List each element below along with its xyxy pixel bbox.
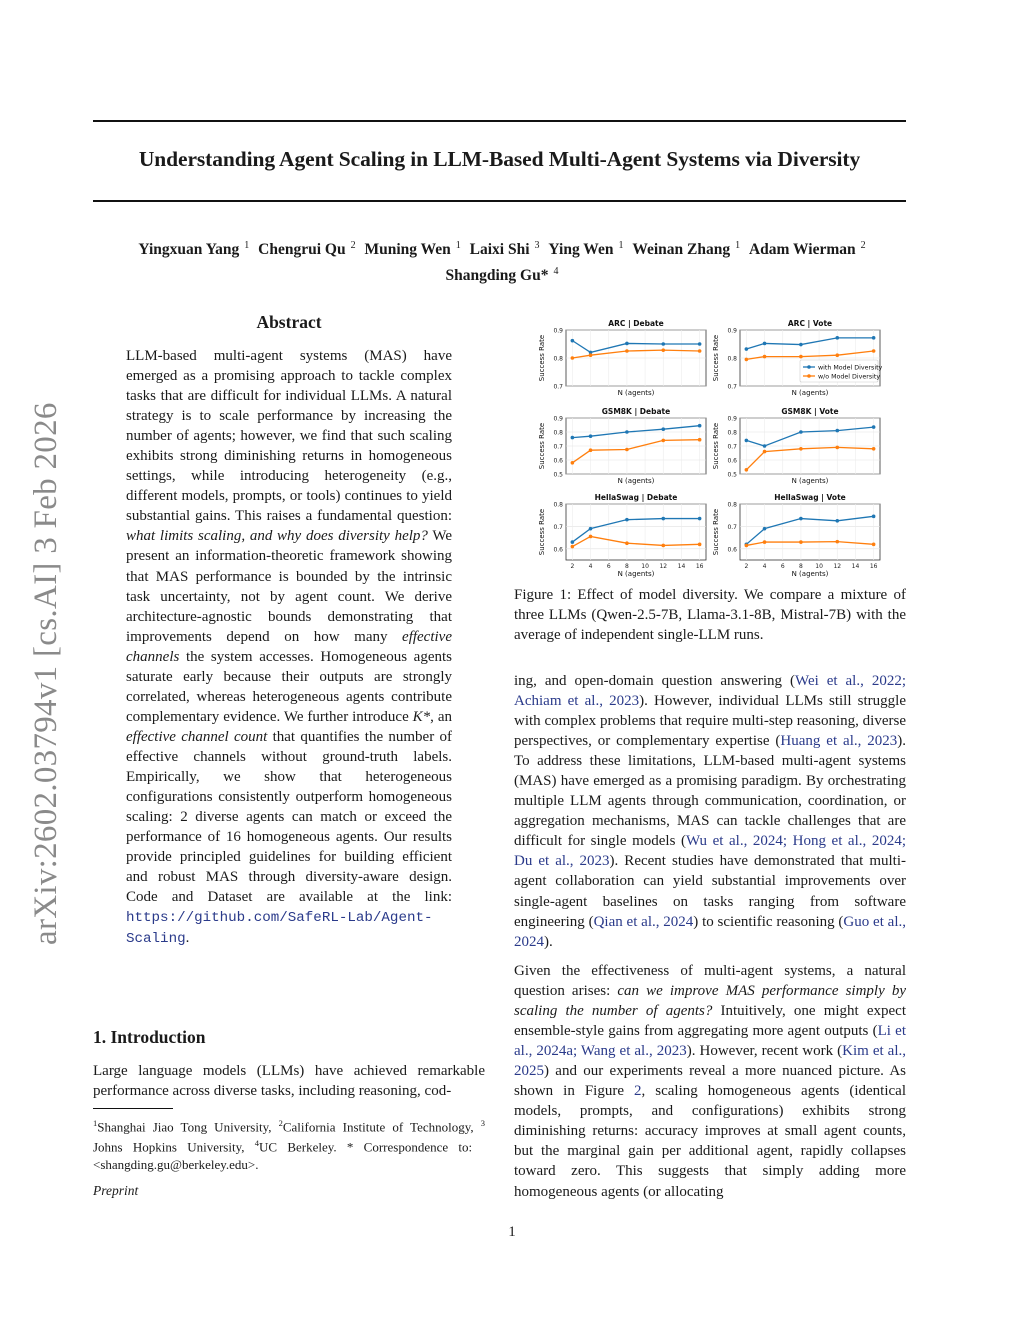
data-point bbox=[872, 447, 876, 451]
data-point bbox=[698, 424, 702, 428]
data-point bbox=[698, 342, 702, 346]
author-affiliation: 1 bbox=[618, 240, 624, 251]
x-tick-label: 2 bbox=[570, 563, 575, 570]
footnote-rule bbox=[93, 1108, 173, 1109]
y-tick-label: 0.5 bbox=[553, 471, 563, 479]
y-tick-label: 0.7 bbox=[727, 443, 737, 451]
y-tick-label: 0.9 bbox=[727, 327, 737, 335]
y-tick-label: 0.8 bbox=[727, 501, 737, 509]
x-tick-label: 16 bbox=[869, 563, 878, 570]
citation-link[interactable]: Guo et al., 2024 bbox=[514, 913, 906, 950]
data-point bbox=[589, 535, 593, 539]
author-entry bbox=[133, 241, 249, 258]
data-point bbox=[835, 353, 839, 357]
author-entry bbox=[465, 241, 540, 258]
y-tick-label: 0.8 bbox=[727, 429, 737, 437]
y-tick-label: 0.9 bbox=[727, 415, 737, 423]
paper-title: Understanding Agent Scaling in LLM-Based Multi-Agent Systems via Diversity bbox=[138, 147, 861, 171]
x-tick-label: 14 bbox=[677, 563, 686, 570]
author-list bbox=[93, 235, 906, 287]
data-point bbox=[835, 446, 839, 450]
author-affiliation: 3 bbox=[534, 240, 540, 251]
author-name: Laixi Shi bbox=[469, 241, 530, 259]
data-point bbox=[571, 540, 575, 544]
data-point bbox=[872, 543, 876, 547]
x-axis-label: N (agents) bbox=[617, 389, 655, 397]
y-tick-label: 0.8 bbox=[727, 355, 737, 363]
y-tick-label: 0.7 bbox=[553, 383, 563, 391]
data-point bbox=[698, 517, 702, 521]
author-entry bbox=[441, 267, 559, 284]
data-point bbox=[571, 339, 575, 343]
legend-marker bbox=[807, 374, 811, 378]
author-entry bbox=[543, 241, 623, 258]
data-point bbox=[872, 336, 876, 340]
chart-title: GSM8K | Debate bbox=[601, 407, 671, 416]
chart-title: HellaSwag | Debate bbox=[594, 493, 678, 502]
data-point bbox=[745, 544, 749, 548]
x-axis-label: N (agents) bbox=[617, 477, 655, 485]
footnote: $^1$Shanghai Jiao Tong University, $^2$California Institute of Technology, $^3$ Johns Hopkins University, $^4$UC Berkeley. * Correspondence to: <shangding.gu@berkeley.edu>. bbox=[93, 1118, 485, 1172]
data-point bbox=[835, 540, 839, 544]
data-point bbox=[661, 342, 665, 346]
data-point bbox=[835, 336, 839, 340]
data-point bbox=[799, 447, 803, 451]
data-point bbox=[661, 439, 665, 443]
x-axis-label: N (agents) bbox=[791, 477, 829, 485]
citation-link[interactable]: Kim et al., 2025 bbox=[514, 1043, 906, 1080]
data-point bbox=[763, 540, 767, 544]
y-axis-label: Success Rate bbox=[538, 508, 546, 556]
figure-model-diversity bbox=[510, 312, 908, 586]
data-point bbox=[745, 439, 749, 443]
data-point bbox=[799, 343, 803, 347]
data-point bbox=[763, 450, 767, 454]
data-point bbox=[872, 425, 876, 429]
code-link[interactable]: https://github.com/SafeRL-Lab/Agent-Scaling bbox=[126, 910, 433, 948]
data-point bbox=[763, 444, 767, 448]
y-tick-label: 0.6 bbox=[553, 546, 563, 554]
x-tick-label: 16 bbox=[695, 563, 704, 570]
y-tick-label: 0.8 bbox=[553, 355, 563, 363]
data-point bbox=[589, 434, 593, 438]
author-name: Shangding Gu* bbox=[445, 267, 549, 285]
data-point bbox=[698, 438, 702, 442]
citation-link[interactable]: Wei et al., 2022; Achiam et al., 2023 bbox=[514, 673, 906, 710]
y-axis-label: Success Rate bbox=[538, 422, 546, 470]
intro-paragraph-question: Given the effectiveness of multi-agent systems, a natural question arises: can we improve MAS performance simply by scaling the number of agents? Intuitively, one might expect ensemble-style gains from aggregating more agent outputs (Li et al., 2024a; Wang et al., 2023). However, recent work (Kim et al., 2025) and our experiments reveal a more nuanced picture. As shown in Figure 2, scaling homogeneous agents (identical models, prompts, and configurations) exhibits strong diminishing returns: accuracy improves at small agent counts, but the marginal gain per additional agent, rapidly collapses toward zero. This suggests that simply adding more homogeneous agents (or allocating bbox=[514, 963, 907, 1200]
data-point bbox=[589, 448, 593, 452]
y-tick-label: 0.6 bbox=[727, 546, 737, 554]
author-name: Yingxuan Yang bbox=[138, 241, 240, 259]
title-rule-bottom bbox=[93, 200, 906, 202]
y-axis-label: Success Rate bbox=[712, 422, 720, 470]
data-point bbox=[571, 461, 575, 465]
y-axis-label: Success Rate bbox=[712, 508, 720, 556]
data-point bbox=[589, 353, 593, 357]
abstract-body: LLM-based multi-agent systems (MAS) have emerged as a promising approach to tackle complex tasks that are difficult for individual LLMs. A natural strategy is to scale performance by increasing the number of agents; however, we find that such scaling exhibits strong diminishing returns in homogeneous settings, while introducing heterogeneity (e.g., different models, prompts, or tools) continues to yield substantial gains. This raises a fundamental question: what limits scaling, and why does diversity help? We present an information-theoretic framework showing that MAS performance is bounded by the intrinsic task uncertainty, not by agent count. We derive architecture-agnostic bounds demonstrating that improvements depend on how many effective channels the system accesses. Homogeneous agents saturate early because their outputs are strongly correlated, whereas heterogeneous agents contribute complementary evidence. We further introduce K*, an effective channel count that quantifies the number of effective channels without ground-truth labels. Empirically, we show that heterogeneous configurations consistently outperform homogeneous scaling: 2 diverse agents can match or exceed the performance of 16 homogeneous agents. Our results provide principled guidelines for building efficient and robust MAS through diversity-aware design. Code and Dataset are available at the link: https://github.com/SafeRL-Lab/Agent-Scaling. bbox=[126, 348, 453, 948]
chart-title: ARC | Vote bbox=[787, 319, 833, 328]
author-name: Chengrui Qu bbox=[258, 241, 346, 259]
y-axis-label: Success Rate bbox=[538, 334, 546, 382]
x-tick-label: 6 bbox=[606, 563, 611, 570]
data-point bbox=[799, 355, 803, 359]
data-point bbox=[661, 517, 665, 521]
x-tick-label: 8 bbox=[624, 563, 629, 570]
k-star-symbol: K* bbox=[412, 708, 431, 725]
y-tick-label: 0.7 bbox=[727, 523, 737, 531]
page-number: 1 bbox=[508, 1224, 516, 1240]
abstract-heading: Abstract bbox=[256, 312, 322, 332]
x-tick-label: 10 bbox=[815, 563, 823, 570]
y-tick-label: 0.9 bbox=[553, 415, 563, 423]
data-point bbox=[745, 358, 749, 362]
data-point bbox=[835, 429, 839, 433]
data-point bbox=[698, 543, 702, 547]
citation-link[interactable]: Qian et al., 2024 bbox=[593, 913, 694, 930]
chart-title: ARC | Debate bbox=[608, 319, 664, 328]
legend-marker bbox=[807, 365, 811, 369]
author-affiliation: 4 bbox=[553, 266, 559, 278]
data-point bbox=[625, 430, 629, 434]
author-affiliation: 2 bbox=[860, 240, 866, 251]
intro-paragraph: Large language models (LLMs) have achieved remarkable performance across diverse tasks, including reasoning, cod- bbox=[93, 1063, 485, 1100]
data-point bbox=[661, 427, 665, 431]
y-tick-label: 0.7 bbox=[553, 523, 563, 531]
y-tick-label: 0.9 bbox=[553, 327, 563, 335]
section-heading-introduction: 1. Introduction bbox=[93, 1027, 206, 1047]
x-tick-label: 8 bbox=[798, 563, 803, 570]
x-tick-label: 2 bbox=[744, 563, 749, 570]
x-tick-label: 12 bbox=[833, 563, 842, 570]
chart-title: HellaSwag | Vote bbox=[774, 493, 846, 502]
y-tick-label: 0.5 bbox=[727, 471, 737, 479]
data-point bbox=[799, 540, 803, 544]
x-axis-label: N (agents) bbox=[617, 570, 655, 578]
title-rule-top bbox=[93, 120, 906, 122]
citation-link[interactable]: Wu et al., 2024; Hong et al., 2024; Du et al., 2023 bbox=[514, 833, 906, 870]
data-point bbox=[571, 436, 575, 440]
data-point bbox=[625, 349, 629, 353]
chart-title: GSM8K | Vote bbox=[781, 407, 839, 416]
author-entry bbox=[359, 241, 460, 258]
data-point bbox=[763, 355, 767, 359]
author-entry bbox=[253, 241, 355, 258]
x-axis-label: N (agents) bbox=[791, 570, 829, 578]
author-name: Muning Wen bbox=[364, 241, 451, 259]
data-point bbox=[625, 448, 629, 452]
author-name: Adam Wierman bbox=[748, 241, 856, 259]
author-name: Weinan Zhang bbox=[632, 241, 731, 259]
x-tick-label: 14 bbox=[851, 563, 860, 570]
data-point bbox=[763, 342, 767, 346]
author-entry bbox=[627, 241, 740, 258]
y-axis-label: Success Rate bbox=[712, 334, 720, 382]
author-affiliation: 1 bbox=[735, 240, 741, 251]
author-name: Ying Wen bbox=[548, 241, 614, 259]
figure-caption: Figure 1: Effect of model diversity. We compare a mixture of three LLMs (Qwen-2.5-7B, Llama-3.1-8B, Mistral-7B) with the average of independent single-LLM runs. bbox=[514, 587, 906, 643]
data-point bbox=[835, 519, 839, 523]
data-point bbox=[571, 545, 575, 549]
data-point bbox=[661, 348, 665, 352]
y-tick-label: 0.6 bbox=[553, 457, 563, 465]
author-affiliation: 1 bbox=[455, 240, 461, 251]
data-point bbox=[799, 430, 803, 434]
data-point bbox=[571, 356, 575, 360]
x-tick-label: 4 bbox=[588, 563, 593, 570]
arxiv-identifier: arXiv:2602.03794v1 [cs.AI] 3 Feb 2026 bbox=[28, 402, 64, 945]
data-point bbox=[763, 527, 767, 531]
x-tick-label: 4 bbox=[762, 563, 767, 570]
x-tick-label: 12 bbox=[659, 563, 668, 570]
figure-reference-link[interactable]: 2 bbox=[634, 1083, 642, 1100]
data-point bbox=[661, 544, 665, 548]
y-tick-label: 0.7 bbox=[553, 443, 563, 451]
data-point bbox=[745, 347, 749, 351]
data-point bbox=[745, 468, 749, 472]
data-point bbox=[799, 517, 803, 521]
data-point bbox=[625, 342, 629, 346]
y-tick-label: 0.8 bbox=[553, 429, 563, 437]
citation-link[interactable]: Huang et al., 2023 bbox=[780, 733, 898, 750]
y-tick-label: 0.8 bbox=[553, 501, 563, 509]
data-point bbox=[698, 349, 702, 353]
data-point bbox=[625, 518, 629, 522]
citation-link[interactable]: Li et al., 2024a; Wang et al., 2023 bbox=[514, 1023, 907, 1060]
author-affiliation: 1 bbox=[244, 240, 250, 251]
data-point bbox=[625, 541, 629, 545]
x-tick-label: 10 bbox=[641, 563, 649, 570]
data-point bbox=[872, 515, 876, 519]
data-point bbox=[589, 527, 593, 531]
preprint-label: Preprint bbox=[93, 1183, 139, 1198]
intro-paragraph-continued: ing, and open-domain question answering (Wei et al., 2022; Achiam et al., 2023). However, individual LLMs still struggle with complex problems that require multi-step reasoning, diverse perspectives, or complementary expertise (Huang et al., 2023). To address these limitations, LLM-based multi-agent systems (MAS) have emerged as a promising paradigm. By orchestrating multiple LLM agents through communication, coordination, or aggregation mechanisms, MAS can tackle challenges that are difficult for single models (Wu et al., 2024; Hong et al., 2024; Du et al., 2023). Recent studies have demonstrated that multi-agent collaboration can yield substantial improvements over single-agent baselines on tasks ranging from software engineering (Qian et al., 2024) to scientific reasoning (Guo et al., 2024). bbox=[514, 673, 907, 950]
y-tick-label: 0.6 bbox=[727, 457, 737, 465]
y-tick-label: 0.7 bbox=[727, 383, 737, 391]
author-affiliation: 2 bbox=[350, 240, 356, 251]
x-axis-label: N (agents) bbox=[791, 389, 829, 397]
x-tick-label: 6 bbox=[780, 563, 785, 570]
data-point bbox=[872, 349, 876, 353]
legend-label: with Model Diversity bbox=[818, 364, 883, 372]
legend-label: w/o Model Diversity bbox=[818, 373, 881, 381]
author-entry bbox=[744, 241, 866, 258]
